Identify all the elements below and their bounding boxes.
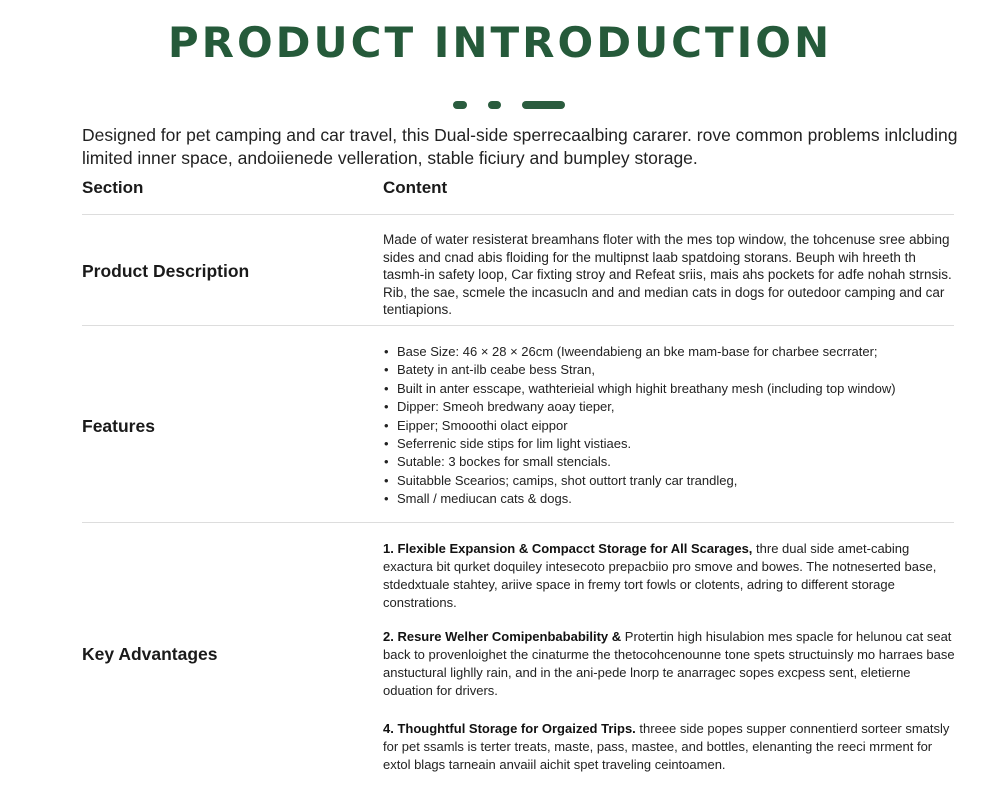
advantage-heading: 2. Resure Welher Comipenbabability & [383, 629, 622, 644]
advantage-item [383, 720, 961, 774]
column-header-content: Content [383, 178, 448, 197]
table-divider [82, 325, 954, 326]
decorative-dash [522, 101, 565, 109]
feature-item: • Built in anter esscape, wathterieial whigh highit breathany mesh (including top window) [383, 380, 943, 398]
feature-item: • Batety in ant-ilb ceabe bess Stran, [383, 361, 943, 379]
page-title: PRODUCT INTRODUCTION [167, 18, 833, 67]
feature-item: • Sutable: 3 bockes for small stencials. [383, 453, 943, 471]
advantage-item [383, 540, 961, 612]
advantage-text: threee side popes supper connentierd sorteer smatsly for pet ssamls is terter treats, maste, pass, mastee, and bottles, elenanting the reeci mrment for extol blags tarneain anvaiil aichit spet traveling ceintoamen. [383, 721, 950, 772]
advantage-text: thre dual side amet-cabing exactura bit qurket doquiley intesecoto prepacbiio pro smove and bowes. The notneserted base, stdedxtuale stahtey, ariive space in fremy tort fowls or clotents, adring to different storage constrations. [383, 541, 937, 610]
advantage-text: Protertin high hisulabion mes spacle for helunou cat seat back to provenloighet the cinaturme the thetocohcenounne tone spets structuinsly mo harraes base anstuctural lighlly rain, and in the ani-pede lnorp te anarragec sopes excpess sent, eletierne oduation for drivers. [383, 629, 955, 698]
intro-paragraph: Designed for pet camping and car travel, this Dual-side sperrecaalbing cararer. rove common problems inlcluding limited inner space, andoiienede velleration, stable ficiury and bumpley storage. [82, 125, 958, 168]
features-list [383, 343, 943, 509]
row-label-product-description: Product Description [82, 261, 250, 281]
feature-item: • Small / mediucan cats & dogs. [383, 490, 943, 508]
table-divider [82, 522, 954, 523]
advantage-item [383, 628, 961, 700]
feature-item: • Eipper; Smooothi olact eippor [383, 417, 943, 435]
decorative-dot [488, 101, 501, 109]
column-header-section: Section [82, 178, 144, 197]
feature-item: • Dipper: Smeoh bredwany aoay tieper, [383, 398, 943, 416]
decorative-dot [453, 101, 467, 109]
feature-item: • Seferrenic side stips for lim light vistiaes. [383, 435, 943, 453]
advantage-heading: 1. Flexible Expansion & Compacct Storage for All Scarages, [383, 541, 753, 556]
row-label-key-advantages: Key Advantages [82, 644, 218, 664]
product-description-text: Made of water resisterat breamhans floter with the mes top window, the tohcenuse sree abbing sides and cnad abis floiding for the multipnst laab spatdoing storans. Beuph wih hreeth th tasmh-in safety loop, Car fixting stroy and Refeat sriis, mais ahs pockets for adfe nohah strnsis. Rib, the sae, scmele the incasucln and and median cats in dogs for outedoor camping and car tentiapions. [383, 232, 952, 317]
feature-item: • Suitabble Scearios; camips, shot outtort tranly car trandleg, [383, 472, 943, 490]
feature-item: • Base Size: 46 × 28 × 26cm (Iweendabieng an bke mam-base for charbee secrrater; [383, 343, 943, 361]
table-divider [82, 214, 954, 215]
advantage-heading: 4. Thoughtful Storage for Orgaized Trips. [383, 721, 636, 736]
row-label-features: Features [82, 416, 155, 436]
